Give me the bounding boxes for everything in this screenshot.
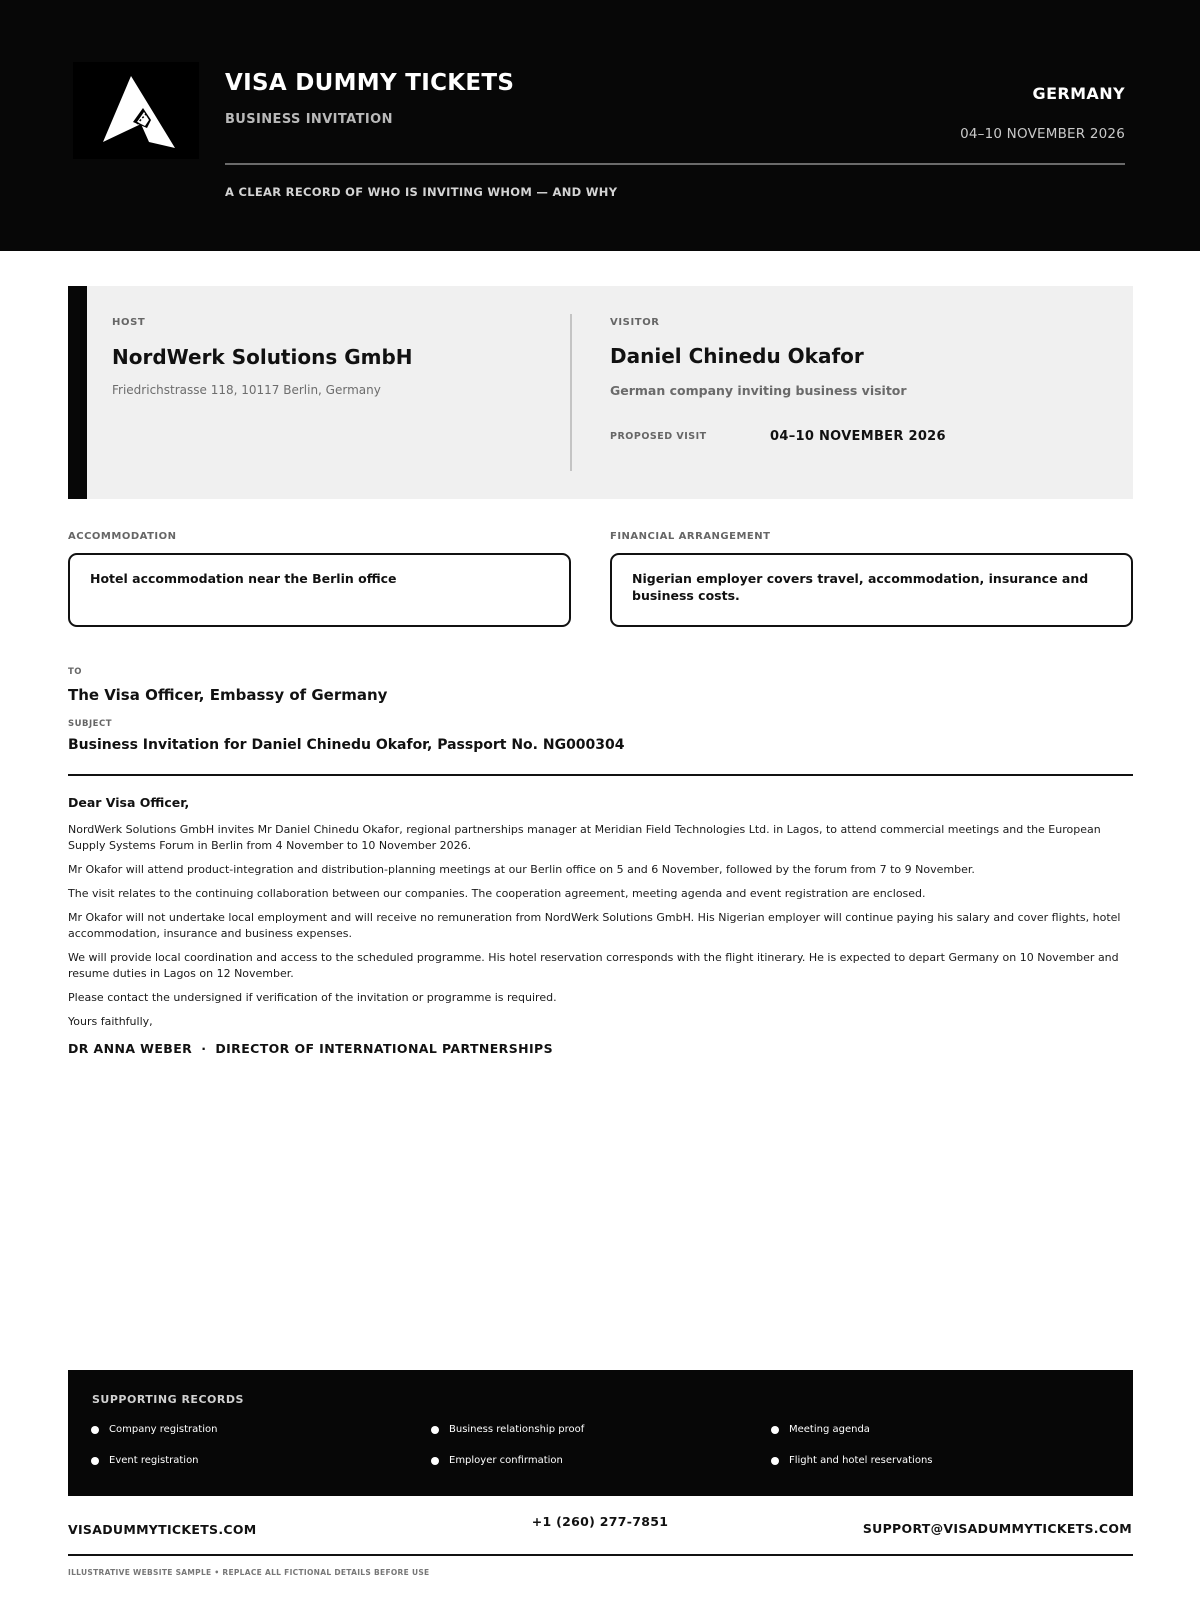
accommodation-box	[68, 553, 571, 627]
panel-divider	[570, 314, 572, 471]
recipient: The Visa Officer, Embassy of Germany	[68, 686, 388, 704]
letter-body	[68, 822, 1133, 1038]
header-divider	[225, 163, 1125, 165]
signer-name: DR ANNA WEBER	[68, 1041, 193, 1056]
bullet-icon	[431, 1426, 439, 1434]
record-label: Employer confirmation	[449, 1455, 563, 1466]
record-label: Event registration	[109, 1455, 199, 1466]
record-label: Business relationship proof	[449, 1424, 585, 1435]
footer-divider	[68, 1554, 1133, 1556]
panel-accent-bar	[68, 286, 87, 499]
subject-line: Business Invitation for Daniel Chinedu Okafor, Passport No. NG000304	[68, 737, 625, 753]
footer-website: VISADUMMYTICKETS.COM	[68, 1522, 257, 1537]
letter-paragraph: The visit relates to the continuing collaboration between our companies. The cooperation agreement, meeting agenda and event registration are enclosed.	[68, 887, 926, 900]
accommodation-text: Hotel accommodation near the Berlin office	[90, 571, 397, 586]
financial-label: FINANCIAL ARRANGEMENT	[610, 531, 771, 542]
signer-title: DIRECTOR OF INTERNATIONAL PARTNERSHIPS	[215, 1041, 553, 1056]
footer-disclaimer: ILLUSTRATIVE WEBSITE SAMPLE • REPLACE ALL FICTIONAL DETAILS BEFORE USE	[68, 1568, 430, 1577]
to-label: TO	[68, 667, 83, 677]
travel-dates: 04–10 NOVEMBER 2026	[960, 126, 1125, 142]
proposed-visit-value: 04–10 NOVEMBER 2026	[770, 429, 946, 444]
destination-country: GERMANY	[1032, 84, 1125, 103]
bullet-icon	[771, 1457, 779, 1465]
closing-line: Yours faithfully,	[68, 1015, 153, 1028]
letter-divider	[68, 774, 1133, 776]
host-name: NordWerk Solutions GmbH	[112, 345, 413, 369]
visitor-description: German company inviting business visitor	[610, 383, 907, 398]
supporting-records-panel	[68, 1370, 1133, 1496]
list-item	[789, 1455, 933, 1466]
brand-name: VISA DUMMY TICKETS	[225, 70, 515, 96]
header-tagline: A CLEAR RECORD OF WHO IS INVITING WHOM — AND WHY	[225, 185, 618, 199]
signer-separator: ·	[201, 1041, 207, 1056]
host-address: Friedrichstrasse 118, 10117 Berlin, Germany	[112, 383, 381, 397]
letter-paragraph: NordWerk Solutions GmbH invites Mr Daniel Chinedu Okafor, regional partnerships manager at Meridian Field Technologies Ltd. in Lagos, to attend commercial meetings and the European Supply Systems Forum in Berlin from 4 November to 10 November 2026.	[68, 823, 1101, 852]
ticket-mountain-logo-icon	[99, 72, 175, 148]
bullet-icon	[771, 1426, 779, 1434]
accommodation-label: ACCOMMODATION	[68, 531, 177, 542]
bullet-icon	[431, 1457, 439, 1465]
letter-paragraph: Please contact the undersigned if verification of the invitation or programme is required.	[68, 991, 557, 1004]
record-label: Company registration	[109, 1424, 218, 1435]
host-visitor-panel	[68, 286, 1133, 499]
bullet-icon	[91, 1457, 99, 1465]
salutation: Dear Visa Officer,	[68, 795, 190, 810]
financial-text: Nigerian employer covers travel, accommodation, insurance and business costs.	[632, 571, 1089, 603]
proposed-visit-label: PROPOSED VISIT	[610, 431, 707, 442]
subject-label: SUBJECT	[68, 719, 113, 729]
list-item	[789, 1424, 870, 1435]
document-header	[0, 0, 1200, 251]
financial-box	[610, 553, 1133, 627]
letter-paragraph: We will provide local coordination and access to the scheduled programme. His hotel reservation corresponds with the flight itinerary. He is expected to depart Germany on 10 November and resume duties in Lagos on 12 November.	[68, 951, 1119, 980]
bullet-icon	[91, 1426, 99, 1434]
record-label: Meeting agenda	[789, 1424, 870, 1435]
signature-line	[68, 1041, 553, 1056]
visitor-label: VISITOR	[610, 317, 660, 328]
list-item	[109, 1455, 199, 1466]
host-label: HOST	[112, 317, 146, 328]
footer-email: SUPPORT@VISADUMMYTICKETS.COM	[862, 1521, 1132, 1536]
record-label: Flight and hotel reservations	[789, 1455, 933, 1466]
letter-paragraph: Mr Okafor will attend product-integration and distribution-planning meetings at our Berlin office on 5 and 6 November, followed by the forum from 7 to 9 November.	[68, 863, 975, 876]
supporting-records-title: SUPPORTING RECORDS	[92, 1393, 244, 1406]
list-item	[109, 1424, 217, 1435]
document-type: BUSINESS INVITATION	[225, 112, 393, 127]
footer-phone: +1 (260) 277-7851	[531, 1514, 669, 1529]
brand-logo	[73, 62, 199, 159]
letter-paragraph: Mr Okafor will not undertake local employment and will receive no remuneration from NordWerk Solutions GmbH. His Nigerian employer will continue paying his salary and cover flights, hotel accommodation, insurance and business expenses.	[68, 911, 1121, 940]
list-item	[449, 1455, 563, 1466]
list-item	[449, 1424, 584, 1435]
visitor-name: Daniel Chinedu Okafor	[610, 344, 864, 368]
